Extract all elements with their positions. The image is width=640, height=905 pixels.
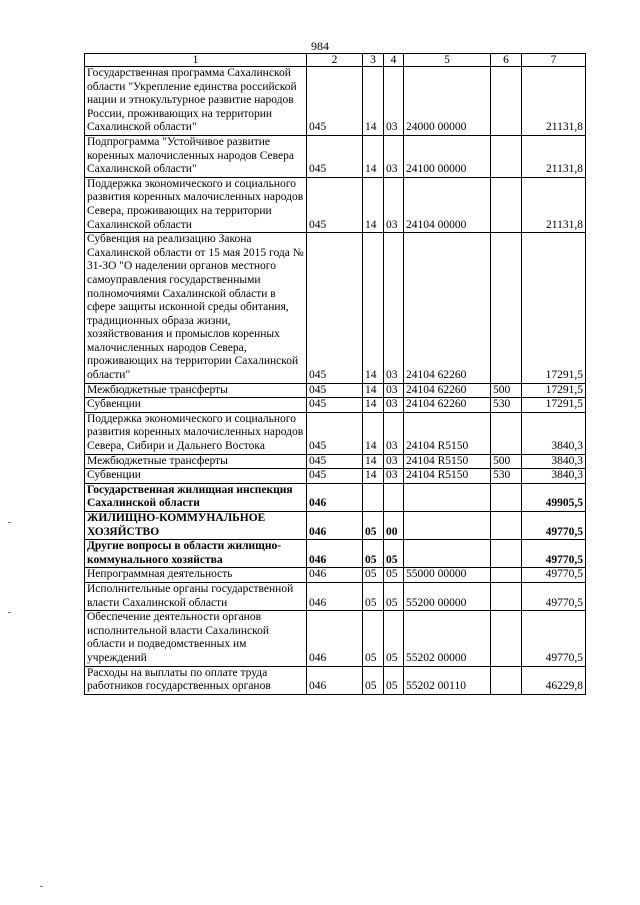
target-item-cell xyxy=(404,540,491,568)
header-row xyxy=(85,54,586,67)
table-row xyxy=(85,398,586,413)
section-code-cell: 14 xyxy=(363,412,384,454)
subsection-code-cell: 00 xyxy=(384,512,404,540)
subsection-code-cell: 05 xyxy=(384,611,404,666)
subsection-code-cell: 03 xyxy=(384,177,404,232)
row-name-cell: ЖИЛИЩНО-КОММУНАЛЬНОЕ ХОЗЯЙСТВО xyxy=(85,512,307,540)
amount-cell: 3840,3 xyxy=(522,469,586,484)
expense-type-cell xyxy=(491,412,522,454)
section-code-cell: 14 xyxy=(363,454,384,469)
header-cell: 1 xyxy=(85,54,307,67)
table-row xyxy=(85,412,586,454)
section-code-cell: 05 xyxy=(363,582,384,610)
scan-mark xyxy=(40,886,43,887)
section-code-cell: 14 xyxy=(363,398,384,413)
subsection-code-cell: 03 xyxy=(384,233,404,384)
row-name-cell: Субвенция на реализацию Закона Сахалинской области от 15 мая 2015 года № 31-ЗО "О наделении органов местного самоуправления государственными полномочиями Сахалинской области в сфере защиты исконной среды обитания, традиционных образа жизни, хозяйствования и промыслов коренных малочисленных народов Севера, проживающих на территории Сахалинской области" xyxy=(85,233,307,384)
ved-code-cell: 045 xyxy=(307,398,363,413)
row-name-cell: Субвенции xyxy=(85,469,307,484)
table-row xyxy=(85,611,586,666)
section-code-cell: 05 xyxy=(363,540,384,568)
table-row xyxy=(85,540,586,568)
row-name-cell: Межбюджетные трансферты xyxy=(85,454,307,469)
section-code-cell: 14 xyxy=(363,177,384,232)
ved-code-cell: 045 xyxy=(307,67,363,136)
ved-code-cell: 045 xyxy=(307,177,363,232)
ved-code-cell: 045 xyxy=(307,469,363,484)
row-name-cell: Поддержка экономического и социального развития коренных малочисленных народов Севера, проживающих на территории Сахалинской области xyxy=(85,177,307,232)
header-cell: 6 xyxy=(491,54,522,67)
expense-type-cell xyxy=(491,540,522,568)
table-row xyxy=(85,233,586,384)
amount-cell: 17291,5 xyxy=(522,398,586,413)
expense-type-cell xyxy=(491,177,522,232)
expense-type-cell xyxy=(491,135,522,177)
target-item-cell xyxy=(404,512,491,540)
target-item-cell xyxy=(404,483,491,511)
section-code-cell: 14 xyxy=(363,233,384,384)
row-name-cell: Обеспечение деятельности органов исполнительной власти Сахалинской области и подведомственных им учреждений xyxy=(85,611,307,666)
ved-code-cell: 046 xyxy=(307,512,363,540)
page-number: 984 xyxy=(311,39,329,53)
section-code-cell: 14 xyxy=(363,135,384,177)
section-code-cell: 05 xyxy=(363,666,384,694)
row-name-cell: Межбюджетные трансферты xyxy=(85,383,307,398)
target-item-cell: 24104 R5150 xyxy=(404,469,491,484)
amount-cell: 21131,8 xyxy=(522,177,586,232)
table-row xyxy=(85,67,586,136)
amount-cell: 17291,5 xyxy=(522,233,586,384)
amount-cell: 3840,3 xyxy=(522,454,586,469)
header-cell: 4 xyxy=(384,54,404,67)
expense-type-cell xyxy=(491,512,522,540)
scan-mark xyxy=(8,612,11,613)
table-row xyxy=(85,454,586,469)
subsection-code-cell: 05 xyxy=(384,540,404,568)
subsection-code-cell: 03 xyxy=(384,469,404,484)
expense-type-cell: 530 xyxy=(491,469,522,484)
target-item-cell: 24104 62260 xyxy=(404,233,491,384)
subsection-code-cell: 05 xyxy=(384,568,404,583)
ved-code-cell: 046 xyxy=(307,568,363,583)
table-row xyxy=(85,469,586,484)
expense-type-cell xyxy=(491,582,522,610)
ved-code-cell: 045 xyxy=(307,412,363,454)
expense-type-cell xyxy=(491,568,522,583)
ved-code-cell: 046 xyxy=(307,666,363,694)
ved-code-cell: 045 xyxy=(307,135,363,177)
target-item-cell: 55202 00000 xyxy=(404,611,491,666)
table-row xyxy=(85,483,586,511)
table-row xyxy=(85,383,586,398)
ved-code-cell: 046 xyxy=(307,582,363,610)
subsection-code-cell: 05 xyxy=(384,666,404,694)
section-code-cell: 05 xyxy=(363,611,384,666)
target-item-cell: 24000 00000 xyxy=(404,67,491,136)
header-cell: 3 xyxy=(363,54,384,67)
table-row xyxy=(85,512,586,540)
subsection-code-cell xyxy=(384,483,404,511)
section-code-cell: 14 xyxy=(363,383,384,398)
expense-type-cell xyxy=(491,483,522,511)
ved-code-cell: 046 xyxy=(307,540,363,568)
header-cell: 7 xyxy=(522,54,586,67)
section-code-cell: 05 xyxy=(363,568,384,583)
amount-cell: 49770,5 xyxy=(522,540,586,568)
amount-cell: 49770,5 xyxy=(522,582,586,610)
ved-code-cell: 046 xyxy=(307,483,363,511)
amount-cell: 17291,5 xyxy=(522,383,586,398)
expense-type-cell xyxy=(491,233,522,384)
header-cell: 2 xyxy=(307,54,363,67)
expense-type-cell xyxy=(491,67,522,136)
row-name-cell: Подпрограмма "Устойчивое развитие коренных малочисленных народов Севера Сахалинской области" xyxy=(85,135,307,177)
target-item-cell: 24104 R5150 xyxy=(404,412,491,454)
subsection-code-cell: 03 xyxy=(384,412,404,454)
table-row xyxy=(85,135,586,177)
section-code-cell: 14 xyxy=(363,67,384,136)
subsection-code-cell: 05 xyxy=(384,582,404,610)
expense-type-cell xyxy=(491,666,522,694)
target-item-cell: 55000 00000 xyxy=(404,568,491,583)
header-cell: 5 xyxy=(404,54,491,67)
row-name-cell: Исполнительные органы государственной власти Сахалинской области xyxy=(85,582,307,610)
target-item-cell: 55202 00110 xyxy=(404,666,491,694)
row-name-cell: Расходы на выплаты по оплате труда работников государственных органов xyxy=(85,666,307,694)
subsection-code-cell: 03 xyxy=(384,454,404,469)
section-code-cell: 05 xyxy=(363,512,384,540)
target-item-cell: 24104 R5150 xyxy=(404,454,491,469)
budget-table xyxy=(84,53,586,695)
row-name-cell: Другие вопросы в области жилищно-коммунального хозяйства xyxy=(85,540,307,568)
amount-cell: 49770,5 xyxy=(522,568,586,583)
subsection-code-cell: 03 xyxy=(384,398,404,413)
amount-cell: 49770,5 xyxy=(522,512,586,540)
ved-code-cell: 046 xyxy=(307,611,363,666)
amount-cell: 21131,8 xyxy=(522,135,586,177)
subsection-code-cell: 03 xyxy=(384,383,404,398)
section-code-cell xyxy=(363,483,384,511)
amount-cell: 49770,5 xyxy=(522,611,586,666)
row-name-cell: Государственная жилищная инспекция Сахалинской области xyxy=(85,483,307,511)
section-code-cell: 14 xyxy=(363,469,384,484)
row-name-cell: Субвенции xyxy=(85,398,307,413)
target-item-cell: 24104 00000 xyxy=(404,177,491,232)
ved-code-cell: 045 xyxy=(307,454,363,469)
target-item-cell: 55200 00000 xyxy=(404,582,491,610)
subsection-code-cell: 03 xyxy=(384,67,404,136)
target-item-cell: 24104 62260 xyxy=(404,383,491,398)
subsection-code-cell: 03 xyxy=(384,135,404,177)
scan-mark xyxy=(8,522,11,523)
ved-code-cell: 045 xyxy=(307,383,363,398)
amount-cell: 49905,5 xyxy=(522,483,586,511)
row-name-cell: Непрограммная деятельность xyxy=(85,568,307,583)
table-row xyxy=(85,568,586,583)
target-item-cell: 24104 62260 xyxy=(404,398,491,413)
ved-code-cell: 045 xyxy=(307,233,363,384)
expense-type-cell xyxy=(491,611,522,666)
table-row xyxy=(85,177,586,232)
expense-type-cell: 500 xyxy=(491,383,522,398)
table-row xyxy=(85,666,586,694)
amount-cell: 3840,3 xyxy=(522,412,586,454)
table-row xyxy=(85,582,586,610)
row-name-cell: Поддержка экономического и социального развития коренных малочисленных народов Севера, Сибири и Дальнего Востока xyxy=(85,412,307,454)
amount-cell: 46229,8 xyxy=(522,666,586,694)
target-item-cell: 24100 00000 xyxy=(404,135,491,177)
expense-type-cell: 530 xyxy=(491,398,522,413)
amount-cell: 21131,8 xyxy=(522,67,586,136)
row-name-cell: Государственная программа Сахалинской области "Укрепление единства российской нации и этнокультурное развитие народов России, проживающих на территории Сахалинской области" xyxy=(85,67,307,136)
expense-type-cell: 500 xyxy=(491,454,522,469)
